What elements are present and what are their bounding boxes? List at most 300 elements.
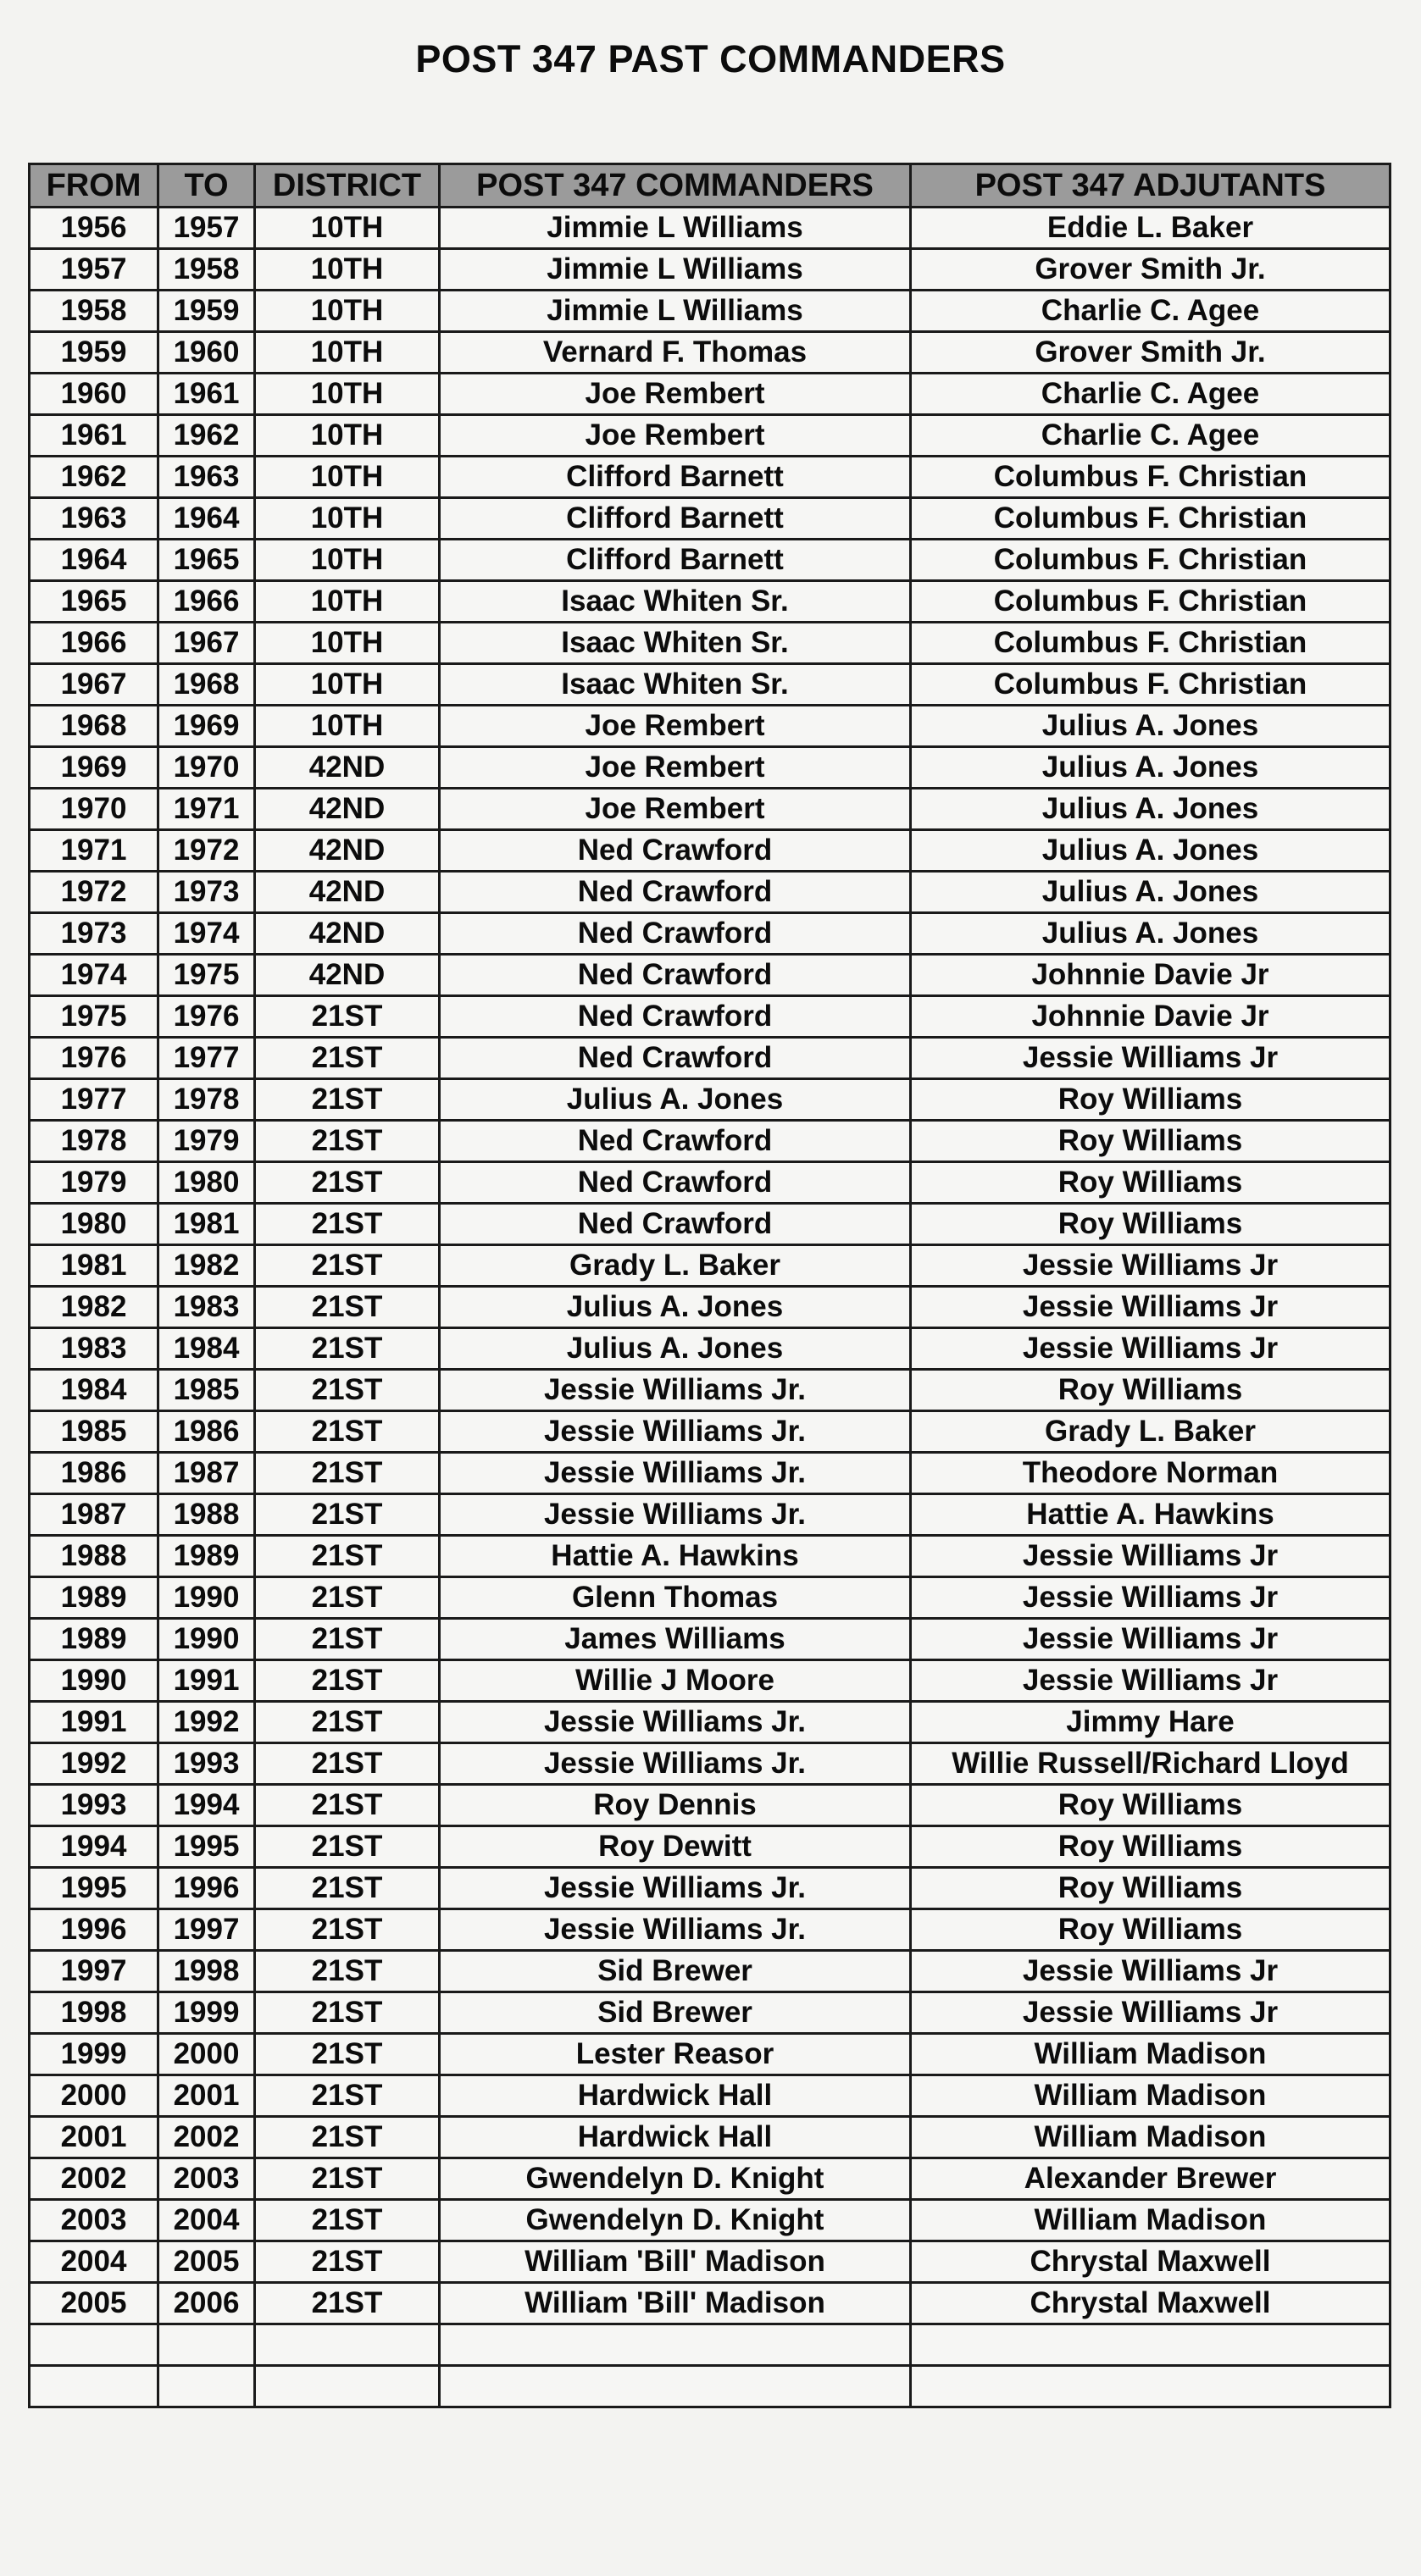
cell-from: 1980 — [30, 1204, 158, 1245]
cell-to: 1975 — [158, 955, 255, 996]
cell-to: 1996 — [158, 1868, 255, 1909]
table-row — [30, 2200, 1390, 2241]
cell-to: 1989 — [158, 1536, 255, 1577]
cell-commander: Gwendelyn D. Knight — [440, 2158, 911, 2200]
cell-commander: Ned Crawford — [440, 913, 911, 955]
cell-commander: Ned Crawford — [440, 1162, 911, 1204]
cell-commander: Willie J Moore — [440, 1660, 911, 1702]
cell-adjutant: Jessie Williams Jr — [911, 1536, 1390, 1577]
table-row — [30, 1121, 1390, 1162]
cell-commander: Isaac Whiten Sr. — [440, 623, 911, 664]
cell-from: 1995 — [30, 1868, 158, 1909]
cell-district: 10TH — [255, 291, 440, 332]
cell-district: 21ST — [255, 2117, 440, 2158]
cell-commander: Sid Brewer — [440, 1951, 911, 1992]
table-row — [30, 2075, 1390, 2117]
cell-from: 1988 — [30, 1536, 158, 1577]
cell-adjutant: Jimmy Hare — [911, 1702, 1390, 1743]
cell-adjutant: Chrystal Maxwell — [911, 2283, 1390, 2324]
cell-adjutant: Charlie C. Agee — [911, 291, 1390, 332]
cell-adjutant: Jessie Williams Jr — [911, 1038, 1390, 1079]
cell-commander: Sid Brewer — [440, 1992, 911, 2034]
cell-commander: Hardwick Hall — [440, 2075, 911, 2117]
cell-commander: Vernard F. Thomas — [440, 332, 911, 374]
cell-to: 1968 — [158, 664, 255, 706]
cell-to: 1964 — [158, 498, 255, 540]
table-row — [30, 1992, 1390, 2034]
cell-commander: Ned Crawford — [440, 955, 911, 996]
cell-commander: Julius A. Jones — [440, 1287, 911, 1328]
table-row — [30, 1245, 1390, 1287]
cell-district: 42ND — [255, 872, 440, 913]
cell-adjutant: Charlie C. Agee — [911, 374, 1390, 415]
cell-from: 1994 — [30, 1826, 158, 1868]
cell-commander: Ned Crawford — [440, 996, 911, 1038]
table-row — [30, 2034, 1390, 2075]
column-header-district: DISTRICT — [255, 164, 440, 208]
cell-from: 1959 — [30, 332, 158, 374]
cell-adjutant: Eddie L. Baker — [911, 208, 1390, 249]
cell-district: 10TH — [255, 374, 440, 415]
table-row — [30, 706, 1390, 747]
cell-to: 1958 — [158, 249, 255, 291]
cell-to: 1967 — [158, 623, 255, 664]
cell-district: 10TH — [255, 540, 440, 581]
table-row — [30, 1743, 1390, 1785]
cell-commander: Ned Crawford — [440, 872, 911, 913]
cell-adjutant: Grover Smith Jr. — [911, 332, 1390, 374]
cell-to: 2005 — [158, 2241, 255, 2283]
cell-district: 10TH — [255, 664, 440, 706]
cell-adjutant: Jessie Williams Jr — [911, 1245, 1390, 1287]
cell-from: 2002 — [30, 2158, 158, 2200]
cell-adjutant: Roy Williams — [911, 1370, 1390, 1411]
table-row — [30, 789, 1390, 830]
cell-district: 42ND — [255, 747, 440, 789]
cell-from: 1998 — [30, 1992, 158, 2034]
cell-adjutant: Roy Williams — [911, 1785, 1390, 1826]
cell-commander: Jessie Williams Jr. — [440, 1411, 911, 1453]
cell-to: 1992 — [158, 1702, 255, 1743]
cell-from: 1997 — [30, 1951, 158, 1992]
cell-adjutant: Julius A. Jones — [911, 913, 1390, 955]
cell-commander: Jessie Williams Jr. — [440, 1743, 911, 1785]
table-row — [30, 1577, 1390, 1619]
table-row — [30, 1411, 1390, 1453]
cell-district: 21ST — [255, 1536, 440, 1577]
cell-from: 2000 — [30, 2075, 158, 2117]
cell-commander: Joe Rembert — [440, 706, 911, 747]
cell-from: 1983 — [30, 1328, 158, 1370]
table-row — [30, 955, 1390, 996]
cell-to: 1993 — [158, 1743, 255, 1785]
table-row — [30, 2366, 1390, 2407]
cell-commander: Clifford Barnett — [440, 540, 911, 581]
cell-adjutant: Julius A. Jones — [911, 830, 1390, 872]
cell-commander: Ned Crawford — [440, 1204, 911, 1245]
cell-commander: James Williams — [440, 1619, 911, 1660]
cell-commander: Jimmie L Williams — [440, 208, 911, 249]
cell-to: 1999 — [158, 1992, 255, 2034]
cell-commander — [440, 2366, 911, 2407]
cell-district: 21ST — [255, 1204, 440, 1245]
table-row — [30, 2283, 1390, 2324]
cell-to: 1962 — [158, 415, 255, 457]
table-header-row — [30, 164, 1390, 208]
cell-to: 1986 — [158, 1411, 255, 1453]
cell-commander: Hattie A. Hawkins — [440, 1536, 911, 1577]
cell-to: 2006 — [158, 2283, 255, 2324]
cell-from: 1966 — [30, 623, 158, 664]
cell-from: 1964 — [30, 540, 158, 581]
cell-district: 21ST — [255, 1245, 440, 1287]
commanders-table — [28, 163, 1391, 2408]
table-row — [30, 1868, 1390, 1909]
cell-from: 1958 — [30, 291, 158, 332]
cell-from: 1978 — [30, 1121, 158, 1162]
cell-district: 21ST — [255, 1619, 440, 1660]
table-row — [30, 332, 1390, 374]
cell-to: 1998 — [158, 1951, 255, 1992]
cell-from: 1996 — [30, 1909, 158, 1951]
cell-from: 1985 — [30, 1411, 158, 1453]
cell-commander: Roy Dewitt — [440, 1826, 911, 1868]
cell-to: 1987 — [158, 1453, 255, 1494]
cell-district: 21ST — [255, 1411, 440, 1453]
table-row — [30, 540, 1390, 581]
table-row — [30, 1951, 1390, 1992]
cell-district: 21ST — [255, 2283, 440, 2324]
table-row — [30, 415, 1390, 457]
cell-to: 1983 — [158, 1287, 255, 1328]
cell-to: 1976 — [158, 996, 255, 1038]
cell-adjutant: William Madison — [911, 2034, 1390, 2075]
cell-adjutant: Jessie Williams Jr — [911, 1287, 1390, 1328]
table-row — [30, 1453, 1390, 1494]
cell-to: 1984 — [158, 1328, 255, 1370]
table-row — [30, 664, 1390, 706]
cell-to: 1959 — [158, 291, 255, 332]
cell-district: 21ST — [255, 2241, 440, 2283]
cell-adjutant: Jessie Williams Jr — [911, 1660, 1390, 1702]
cell-district: 10TH — [255, 706, 440, 747]
cell-commander: Jessie Williams Jr. — [440, 1702, 911, 1743]
column-header-adjutants: POST 347 ADJUTANTS — [911, 164, 1390, 208]
cell-adjutant: Columbus F. Christian — [911, 623, 1390, 664]
cell-to: 1995 — [158, 1826, 255, 1868]
cell-commander: Ned Crawford — [440, 1038, 911, 1079]
cell-district: 42ND — [255, 789, 440, 830]
table-row — [30, 1494, 1390, 1536]
cell-from: 1976 — [30, 1038, 158, 1079]
cell-district: 21ST — [255, 2200, 440, 2241]
cell-commander: Joe Rembert — [440, 747, 911, 789]
cell-district: 21ST — [255, 1079, 440, 1121]
cell-to: 1965 — [158, 540, 255, 581]
cell-district: 21ST — [255, 1453, 440, 1494]
cell-to: 1985 — [158, 1370, 255, 1411]
cell-district: 21ST — [255, 1743, 440, 1785]
cell-from: 1989 — [30, 1619, 158, 1660]
cell-adjutant: Johnnie Davie Jr — [911, 955, 1390, 996]
cell-to: 1966 — [158, 581, 255, 623]
cell-commander: Jessie Williams Jr. — [440, 1868, 911, 1909]
cell-to: 1970 — [158, 747, 255, 789]
cell-commander: Julius A. Jones — [440, 1328, 911, 1370]
cell-to: 1971 — [158, 789, 255, 830]
cell-from: 1960 — [30, 374, 158, 415]
cell-from: 1992 — [30, 1743, 158, 1785]
cell-from: 1990 — [30, 1660, 158, 1702]
cell-to: 2003 — [158, 2158, 255, 2200]
table-row — [30, 498, 1390, 540]
cell-commander: Clifford Barnett — [440, 457, 911, 498]
cell-district: 21ST — [255, 1909, 440, 1951]
table-row — [30, 581, 1390, 623]
cell-adjutant: Grady L. Baker — [911, 1411, 1390, 1453]
cell-to: 1990 — [158, 1577, 255, 1619]
table-row — [30, 2158, 1390, 2200]
cell-district: 21ST — [255, 2034, 440, 2075]
cell-district — [255, 2324, 440, 2366]
cell-from: 1993 — [30, 1785, 158, 1826]
cell-district: 21ST — [255, 1868, 440, 1909]
table-body — [30, 208, 1390, 2407]
table-row — [30, 208, 1390, 249]
cell-from: 2005 — [30, 2283, 158, 2324]
cell-district: 21ST — [255, 1162, 440, 1204]
table-row — [30, 913, 1390, 955]
cell-adjutant: Willie Russell/Richard Lloyd — [911, 1743, 1390, 1785]
cell-district: 10TH — [255, 623, 440, 664]
cell-adjutant: Columbus F. Christian — [911, 581, 1390, 623]
cell-to: 2004 — [158, 2200, 255, 2241]
cell-to: 1963 — [158, 457, 255, 498]
table-row — [30, 1536, 1390, 1577]
cell-district: 21ST — [255, 1287, 440, 1328]
cell-from: 1979 — [30, 1162, 158, 1204]
cell-to: 1977 — [158, 1038, 255, 1079]
cell-adjutant — [911, 2366, 1390, 2407]
cell-to: 1978 — [158, 1079, 255, 1121]
cell-from: 1981 — [30, 1245, 158, 1287]
cell-commander: Jessie Williams Jr. — [440, 1494, 911, 1536]
table-row — [30, 2324, 1390, 2366]
cell-district: 10TH — [255, 457, 440, 498]
cell-district: 21ST — [255, 996, 440, 1038]
table-row — [30, 457, 1390, 498]
cell-district: 10TH — [255, 498, 440, 540]
cell-to: 1997 — [158, 1909, 255, 1951]
cell-adjutant: Julius A. Jones — [911, 789, 1390, 830]
cell-from: 2004 — [30, 2241, 158, 2283]
cell-adjutant: Charlie C. Agee — [911, 415, 1390, 457]
cell-from: 1957 — [30, 249, 158, 291]
cell-commander: Julius A. Jones — [440, 1079, 911, 1121]
cell-commander: Joe Rembert — [440, 374, 911, 415]
cell-from: 1989 — [30, 1577, 158, 1619]
cell-adjutant: Jessie Williams Jr — [911, 1577, 1390, 1619]
cell-from — [30, 2324, 158, 2366]
cell-from: 2001 — [30, 2117, 158, 2158]
cell-to: 1961 — [158, 374, 255, 415]
cell-adjutant: William Madison — [911, 2117, 1390, 2158]
table-row — [30, 2117, 1390, 2158]
cell-to: 1988 — [158, 1494, 255, 1536]
cell-from: 1956 — [30, 208, 158, 249]
cell-district: 21ST — [255, 1992, 440, 2034]
cell-adjutant: Julius A. Jones — [911, 872, 1390, 913]
cell-from: 1970 — [30, 789, 158, 830]
cell-adjutant: Alexander Brewer — [911, 2158, 1390, 2200]
cell-from: 1961 — [30, 415, 158, 457]
cell-district: 21ST — [255, 1577, 440, 1619]
column-header-to: TO — [158, 164, 255, 208]
cell-to: 1979 — [158, 1121, 255, 1162]
cell-adjutant: Grover Smith Jr. — [911, 249, 1390, 291]
cell-to: 1972 — [158, 830, 255, 872]
cell-district: 10TH — [255, 332, 440, 374]
cell-adjutant: Jessie Williams Jr — [911, 1992, 1390, 2034]
cell-adjutant: Columbus F. Christian — [911, 498, 1390, 540]
cell-from: 1965 — [30, 581, 158, 623]
cell-adjutant: Johnnie Davie Jr — [911, 996, 1390, 1038]
cell-to: 1994 — [158, 1785, 255, 1826]
cell-district: 21ST — [255, 2075, 440, 2117]
column-header-from: FROM — [30, 164, 158, 208]
table-row — [30, 374, 1390, 415]
table-row — [30, 1328, 1390, 1370]
table-row — [30, 830, 1390, 872]
table-row — [30, 1204, 1390, 1245]
page-title: POST 347 PAST COMMANDERS — [415, 37, 1006, 80]
cell-adjutant: Roy Williams — [911, 1121, 1390, 1162]
cell-adjutant: Columbus F. Christian — [911, 540, 1390, 581]
cell-to: 1980 — [158, 1162, 255, 1204]
cell-from — [30, 2366, 158, 2407]
cell-to: 1974 — [158, 913, 255, 955]
cell-district: 21ST — [255, 1785, 440, 1826]
cell-from: 1975 — [30, 996, 158, 1038]
cell-to: 2001 — [158, 2075, 255, 2117]
cell-adjutant: Columbus F. Christian — [911, 664, 1390, 706]
cell-adjutant: Roy Williams — [911, 1826, 1390, 1868]
cell-district: 21ST — [255, 1660, 440, 1702]
cell-adjutant: Jessie Williams Jr — [911, 1328, 1390, 1370]
cell-district: 21ST — [255, 1370, 440, 1411]
cell-adjutant: William Madison — [911, 2200, 1390, 2241]
cell-from: 1977 — [30, 1079, 158, 1121]
cell-from: 1972 — [30, 872, 158, 913]
cell-commander: Isaac Whiten Sr. — [440, 664, 911, 706]
table-row — [30, 2241, 1390, 2283]
table-row — [30, 1370, 1390, 1411]
cell-to — [158, 2324, 255, 2366]
table-row — [30, 1702, 1390, 1743]
cell-commander: Ned Crawford — [440, 1121, 911, 1162]
cell-adjutant: Roy Williams — [911, 1162, 1390, 1204]
cell-to: 1969 — [158, 706, 255, 747]
cell-commander: Isaac Whiten Sr. — [440, 581, 911, 623]
cell-commander: William 'Bill' Madison — [440, 2283, 911, 2324]
cell-commander: Jessie Williams Jr. — [440, 1370, 911, 1411]
cell-adjutant: Julius A. Jones — [911, 706, 1390, 747]
cell-adjutant: Chrystal Maxwell — [911, 2241, 1390, 2283]
cell-commander: Clifford Barnett — [440, 498, 911, 540]
table-row — [30, 747, 1390, 789]
cell-district: 42ND — [255, 913, 440, 955]
table-row — [30, 1079, 1390, 1121]
cell-to: 1981 — [158, 1204, 255, 1245]
cell-district: 10TH — [255, 208, 440, 249]
cell-adjutant: William Madison — [911, 2075, 1390, 2117]
cell-district: 42ND — [255, 955, 440, 996]
cell-adjutant: Theodore Norman — [911, 1453, 1390, 1494]
cell-district: 10TH — [255, 581, 440, 623]
cell-to: 1990 — [158, 1619, 255, 1660]
table-row — [30, 1162, 1390, 1204]
cell-to: 2002 — [158, 2117, 255, 2158]
table-row — [30, 1619, 1390, 1660]
cell-commander: Glenn Thomas — [440, 1577, 911, 1619]
cell-from: 1984 — [30, 1370, 158, 1411]
cell-commander: Ned Crawford — [440, 830, 911, 872]
cell-adjutant: Roy Williams — [911, 1204, 1390, 1245]
cell-commander: William 'Bill' Madison — [440, 2241, 911, 2283]
cell-from: 2003 — [30, 2200, 158, 2241]
cell-commander: Jimmie L Williams — [440, 291, 911, 332]
table-row — [30, 1909, 1390, 1951]
table-row — [30, 1038, 1390, 1079]
cell-commander — [440, 2324, 911, 2366]
cell-commander: Joe Rembert — [440, 789, 911, 830]
cell-district: 21ST — [255, 1328, 440, 1370]
cell-adjutant: Roy Williams — [911, 1868, 1390, 1909]
table-row — [30, 291, 1390, 332]
cell-district: 21ST — [255, 1494, 440, 1536]
cell-to: 1957 — [158, 208, 255, 249]
cell-adjutant — [911, 2324, 1390, 2366]
cell-from: 1962 — [30, 457, 158, 498]
table-row — [30, 1826, 1390, 1868]
cell-from: 1991 — [30, 1702, 158, 1743]
cell-from: 1987 — [30, 1494, 158, 1536]
cell-from: 1982 — [30, 1287, 158, 1328]
cell-commander: Lester Reasor — [440, 2034, 911, 2075]
table-row — [30, 249, 1390, 291]
cell-from: 1967 — [30, 664, 158, 706]
cell-adjutant: Jessie Williams Jr — [911, 1951, 1390, 1992]
table-row — [30, 623, 1390, 664]
cell-district: 21ST — [255, 2158, 440, 2200]
cell-adjutant: Julius A. Jones — [911, 747, 1390, 789]
cell-district: 21ST — [255, 1121, 440, 1162]
cell-from: 1968 — [30, 706, 158, 747]
cell-from: 1973 — [30, 913, 158, 955]
cell-adjutant: Roy Williams — [911, 1079, 1390, 1121]
cell-district: 42ND — [255, 830, 440, 872]
cell-adjutant: Columbus F. Christian — [911, 457, 1390, 498]
cell-district — [255, 2366, 440, 2407]
cell-adjutant: Jessie Williams Jr — [911, 1619, 1390, 1660]
table-row — [30, 1660, 1390, 1702]
cell-to: 1960 — [158, 332, 255, 374]
cell-to: 1991 — [158, 1660, 255, 1702]
table-row — [30, 1287, 1390, 1328]
cell-from: 1999 — [30, 2034, 158, 2075]
cell-commander: Jimmie L Williams — [440, 249, 911, 291]
cell-commander: Grady L. Baker — [440, 1245, 911, 1287]
